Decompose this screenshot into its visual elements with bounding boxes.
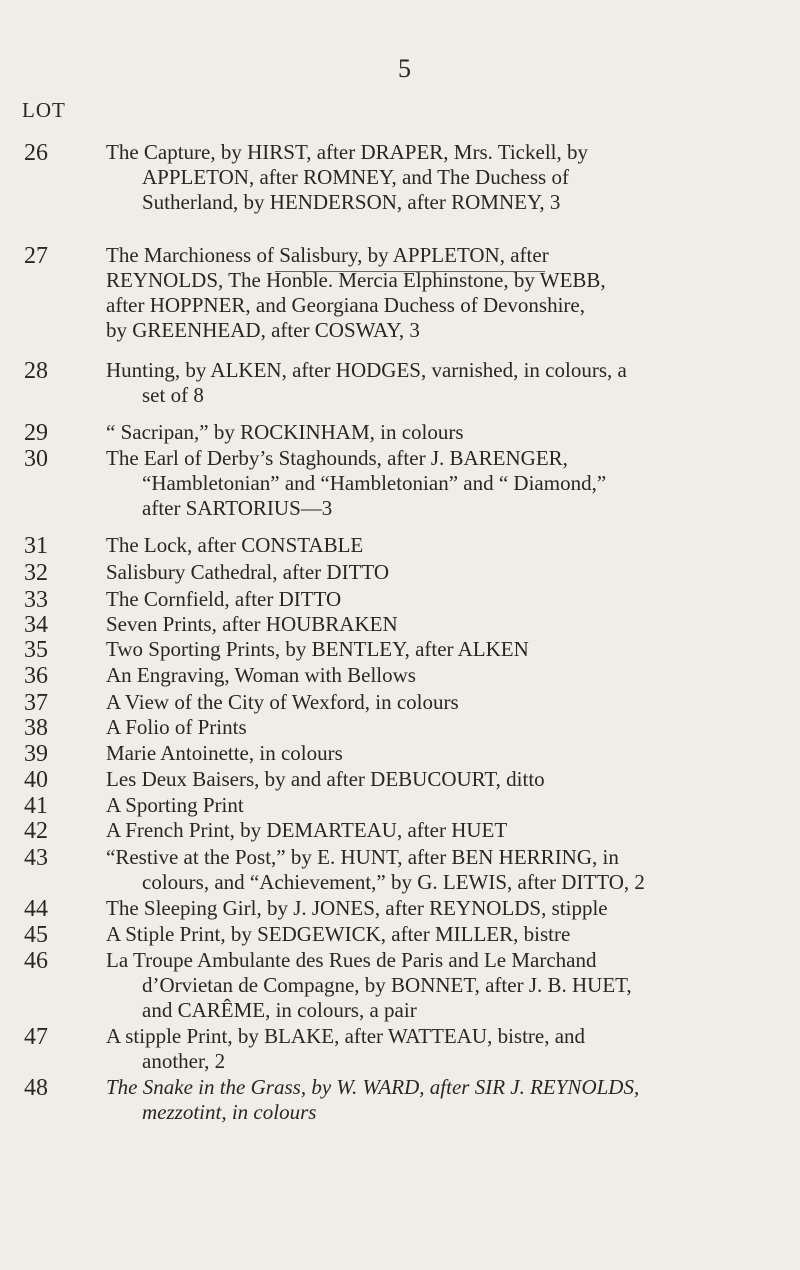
lot-number: 29 [24, 420, 48, 446]
lot-number: 26 [24, 140, 48, 166]
lot-description-line: The Sleeping Girl, by J. JONES, after REYNOLDS, stipple [106, 896, 608, 920]
lot-number: 41 [24, 793, 48, 819]
lot-description [106, 533, 786, 558]
lot-description-line: The Marchioness of Salisbury, by APPLETON, after [106, 243, 549, 267]
lot-number: 36 [24, 663, 48, 689]
lot-description [106, 420, 786, 445]
lot-description-line: La Troupe Ambulante des Rues de Paris and Le Marchand [106, 948, 597, 972]
lot-number: 43 [24, 845, 48, 871]
lot-number: 38 [24, 715, 48, 741]
lot-description-line: after SARTORIUS—3 [142, 496, 333, 520]
lot-description-line: REYNOLDS, The Honble. Mercia Elphinstone, by WEBB, [106, 268, 606, 292]
lot-column-label: LOT [22, 98, 66, 122]
lot-description-line: Les Deux Baisers, by and after DEBUCOURT, ditto [106, 767, 545, 791]
lot-description-line: “Restive at the Post,” by E. HUNT, after BEN HERRING, in [106, 845, 619, 869]
lot-description-line: The Capture, by HIRST, after DRAPER, Mrs. Tickell, by [106, 140, 588, 164]
lot-description [106, 1075, 786, 1125]
lot-description-line: Seven Prints, after HOUBRAKEN [106, 612, 398, 636]
lot-description [106, 922, 786, 947]
lot-description [106, 948, 786, 1023]
lot-description-line: another, 2 [142, 1049, 226, 1073]
lot-description [106, 637, 786, 662]
lot-description-line: A stipple Print, by BLAKE, after WATTEAU, bistre, and [106, 1024, 586, 1048]
lot-description-line: after HOPPNER, and Georgiana Duchess of Devonshire, [106, 293, 586, 317]
lot-description-line: and CARÊME, in colours, a pair [142, 998, 417, 1022]
lot-description-line: The Snake in the Grass, by W. WARD, after SIR J. REYNOLDS, [106, 1075, 640, 1099]
lot-description-line: APPLETON, after ROMNEY, and The Duchess of [142, 165, 569, 189]
lot-description [106, 663, 786, 688]
lot-description-line: set of 8 [142, 383, 204, 407]
lot-number: 28 [24, 358, 48, 384]
lot-description-line: A View of the City of Wexford, in colours [106, 690, 459, 714]
lot-description [106, 587, 786, 612]
lot-description-line: The Cornfield, after DITTO [106, 587, 342, 611]
lot-description [106, 690, 786, 715]
lot-description-line: d’Orvietan de Compagne, by BONNET, after J. B. HUET, [142, 973, 632, 997]
lot-description-line: Hunting, by ALKEN, after HODGES, varnished, in colours, a [106, 358, 627, 382]
lot-number: 39 [24, 741, 48, 767]
lot-number: 33 [24, 587, 48, 613]
lot-description-line: A Sporting Print [106, 793, 244, 817]
page-number: 5 [398, 54, 412, 83]
lot-number: 48 [24, 1075, 48, 1101]
lot-description [106, 845, 786, 895]
lot-description [106, 560, 786, 585]
lot-description [106, 612, 786, 637]
lot-description-line: The Earl of Derby’s Staghounds, after J. BARENGER, [106, 446, 568, 470]
lot-description-line: An Engraving, Woman with Bellows [106, 663, 416, 687]
lot-description-line: A Stiple Print, by SEDGEWICK, after MILLER, bistre [106, 922, 571, 946]
lot-description-line: mezzotint, in colours [142, 1100, 317, 1124]
lot-description [106, 1024, 786, 1074]
lot-number: 45 [24, 922, 48, 948]
lot-description [106, 818, 786, 843]
lot-description-line: A French Print, by DEMARTEAU, after HUET [106, 818, 508, 842]
lot-description [106, 446, 786, 521]
lot-number: 44 [24, 896, 48, 922]
lot-number: 37 [24, 690, 48, 716]
lot-number: 30 [24, 446, 48, 472]
lot-number: 42 [24, 818, 48, 844]
lot-number: 47 [24, 1024, 48, 1050]
lot-description-line: A Folio of Prints [106, 715, 247, 739]
lot-description-line: The Lock, after CONSTABLE [106, 533, 364, 557]
lot-number: 35 [24, 637, 48, 663]
lot-description-line: by GREENHEAD, after COSWAY, 3 [106, 318, 420, 342]
lot-description [106, 715, 786, 740]
lot-description-line: “Hambletonian” and “Hambletonian” and “ Diamond,” [142, 471, 607, 495]
lot-description [106, 767, 786, 792]
lot-description [106, 243, 786, 343]
lot-description-line: Two Sporting Prints, by BENTLEY, after ALKEN [106, 637, 529, 661]
lot-description-line: “ Sacripan,” by ROCKINHAM, in colours [106, 420, 464, 444]
lot-description-line: Salisbury Cathedral, after DITTO [106, 560, 390, 584]
lot-number: 32 [24, 560, 48, 586]
lot-description [106, 358, 786, 408]
lot-number: 27 [24, 243, 48, 269]
lot-number: 46 [24, 948, 48, 974]
lot-description-line: colours, and “Achievement,” by G. LEWIS, after DITTO, 2 [142, 870, 645, 894]
lot-number: 31 [24, 533, 48, 559]
lot-description [106, 896, 786, 921]
lot-description [106, 793, 786, 818]
lot-description-line: Marie Antoinette, in colours [106, 741, 343, 765]
lot-number: 34 [24, 612, 48, 638]
lot-description [106, 140, 786, 215]
lot-description-line: Sutherland, by HENDERSON, after ROMNEY, 3 [142, 190, 561, 214]
lot-description [106, 741, 786, 766]
lot-number: 40 [24, 767, 48, 793]
